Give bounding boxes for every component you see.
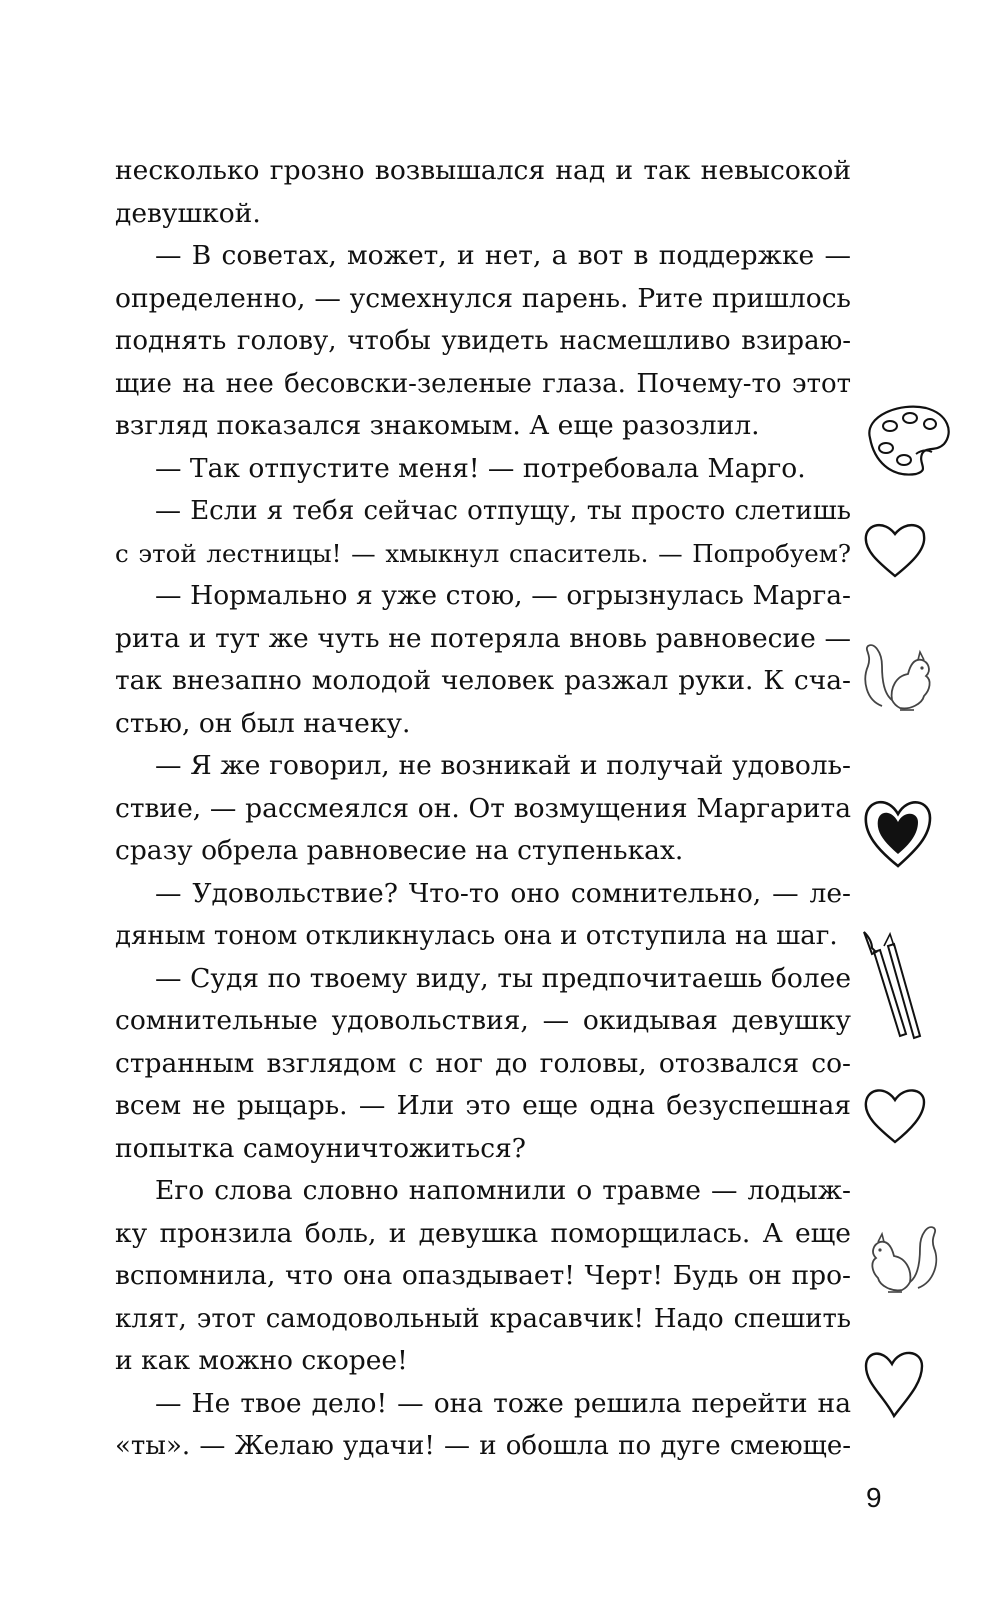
heart-outline-icon [860, 1344, 960, 1422]
text-line: всем не рыцарь. — Или это еще одна безуспешная [115, 1090, 851, 1121]
text-line: — Не твое дело! — она тоже решила перейти на [155, 1387, 851, 1419]
text-line: щие на нее бесовски-зеленые глаза. Почему-то этот [115, 368, 851, 399]
text-line: взгляд показался знакомым. А еще разозлил. [115, 410, 760, 441]
heart-outline-icon [860, 1082, 960, 1148]
text-line: ствие, — рассмеялся он. От возмущения Маргарита [115, 792, 851, 824]
text-line: и как можно скорее! [115, 1345, 408, 1376]
text-line: вспомнила, что она опаздывает! Черт! Будь он про- [115, 1260, 851, 1291]
text-line: — Судя по твоему виду, ты предпочитаешь более [155, 962, 851, 994]
palette-icon [860, 398, 960, 478]
text-line: Его слова словно напомнили о травме — лодыж- [155, 1175, 851, 1206]
text-line: клят, этот самодовольный красавчик! Надо спешить [115, 1303, 851, 1334]
page-number: 9 [866, 1482, 882, 1513]
text-line: странным взглядом с ног до головы, отозвался со- [115, 1047, 851, 1079]
text-line: несколько грозно возвышался над и так невысокой [115, 155, 851, 186]
text-line: дяным тоном откликнулась она и отступила на шаг. [115, 921, 838, 951]
text-line: — Нормально я уже стою, — огрызнулась Марга- [155, 580, 851, 611]
text-line: поднять голову, чтобы увидеть насмешливо взираю- [115, 326, 851, 356]
text-line: — Я же говорил, не возникай и получай удоволь- [155, 750, 851, 781]
text-line: стью, он был начеку. [115, 707, 411, 739]
text-line: девушкой. [115, 197, 261, 229]
heart-filled-icon [860, 792, 960, 872]
text-line: с этой лестницы! — хмыкнул спаситель. — Попробуем? [115, 538, 851, 568]
text-line: попытка самоуничтожиться? [115, 1132, 526, 1164]
heart-outline-icon [860, 518, 960, 582]
text-line: так внезапно молодой человек разжал руки. К сча- [115, 665, 851, 696]
text-line: сомнительные удовольствия, — окидывая девушку [115, 1005, 851, 1036]
text-line: — В советах, может, и нет, а вот в поддержке — [155, 240, 851, 271]
brushes-icon [860, 928, 960, 1040]
text-line: «ты». — Желаю удачи! — и обошла по дуге смеюще- [115, 1431, 851, 1461]
text-line: рита и тут же чуть не потеряла вновь равновесие — [115, 622, 851, 654]
text-line: — Так отпустите меня! — потребовала Марго. [155, 452, 806, 484]
body-text [115, 150, 851, 1468]
text-line: определенно, — усмехнулся парень. Рите пришлось [115, 282, 851, 314]
text-line: — Если я тебя сейчас отпущу, ты просто слетишь [155, 496, 851, 526]
text-line: ку пронзила боль, и девушка поморщилась. А еще [115, 1217, 851, 1249]
text-line: — Удовольствие? Что-то оно сомнительно, — ле- [155, 877, 851, 909]
squirrel-icon [860, 640, 960, 716]
squirrel-icon [860, 1222, 960, 1298]
text-line: сразу обрела равновесие на ступеньках. [115, 835, 684, 866]
